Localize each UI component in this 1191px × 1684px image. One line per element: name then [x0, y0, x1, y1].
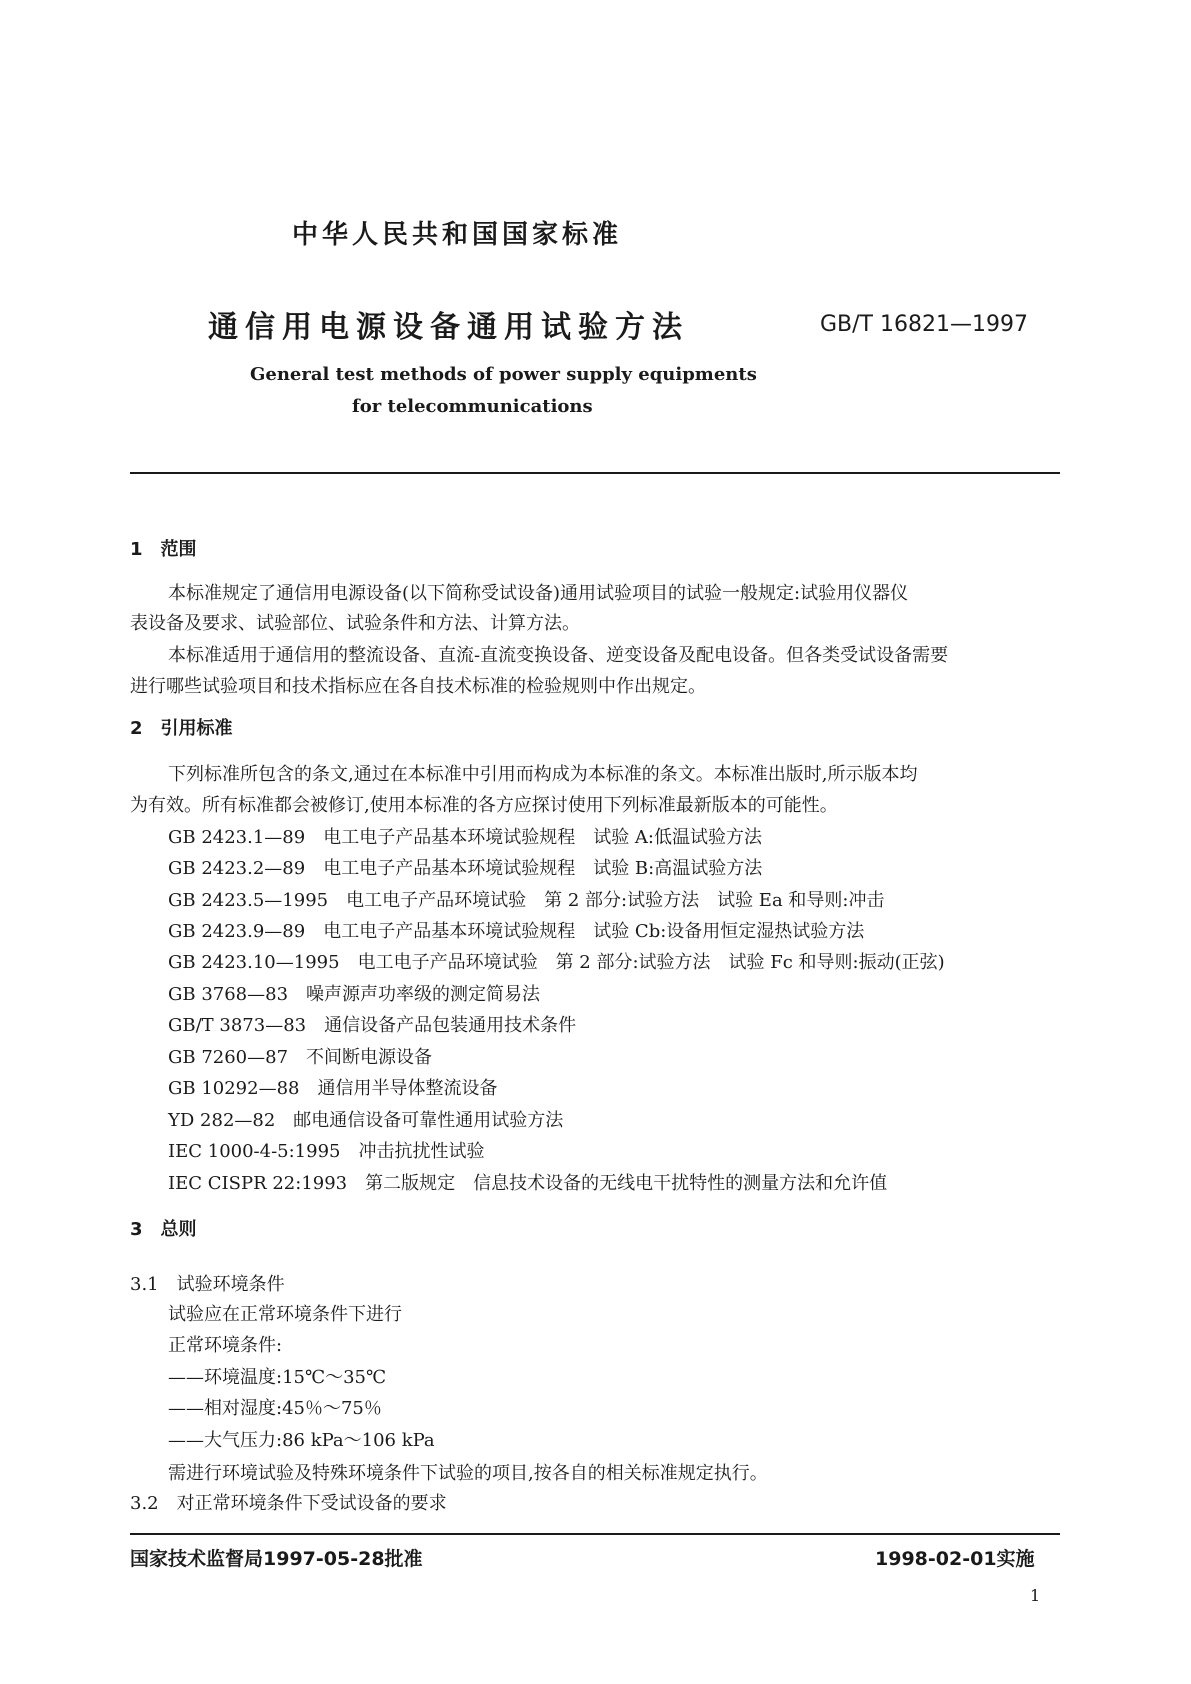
header-divider [130, 472, 1060, 474]
condition-item: ——大气压力:86 kPa～106 kPa [168, 1430, 435, 1451]
reference-item: GB 10292—88 通信用半导体整流设备 [168, 1078, 498, 1099]
section-3-1-heading: 3.1 试验环境条件 [130, 1274, 285, 1295]
reference-item: IEC 1000-4-5:1995 冲击抗扰性试验 [168, 1141, 485, 1162]
reference-item: GB 2423.1—89 电工电子产品基本环境试验规程 试验 A:低温试验方法 [168, 827, 762, 848]
reference-item: GB 3768—83 噪声源声功率级的测定简易法 [168, 984, 541, 1005]
reference-item: GB 7260—87 不间断电源设备 [168, 1047, 433, 1068]
section-2-heading: 2 引用标准 [130, 718, 233, 739]
effective-date: 1998-02-01实施 [875, 1548, 1035, 1570]
section-3-1-line-2: 正常环境条件: [168, 1335, 283, 1356]
page-number: 1 [1030, 1586, 1041, 1605]
reference-item: GB 2423.2—89 电工电子产品基本环境试验规程 试验 B:高温试验方法 [168, 858, 763, 879]
approval-line: 国家技术监督局1997-05-28批准 [130, 1548, 423, 1570]
reference-item: GB 2423.5—1995 电工电子产品环境试验 第 2 部分:试验方法 试验 Ea 和导则:冲击 [168, 890, 885, 911]
footer-divider [130, 1533, 1060, 1535]
section-3-heading: 3 总则 [130, 1219, 197, 1240]
section-1-para-1-line-2: 表设备及要求、试验部位、试验条件和方法、计算方法。 [130, 613, 580, 634]
reference-item: GB/T 3873—83 通信设备产品包装通用技术条件 [168, 1015, 577, 1036]
section-1-para-2-line-2: 进行哪些试验项目和技术指标应在各自技术标准的检验规则中作出规定。 [130, 676, 706, 697]
section-3-1-note: 需进行环境试验及特殊环境条件下试验的项目,按各自的相关标准规定执行。 [168, 1463, 768, 1484]
section-2-para-line-1: 下列标准所包含的条文,通过在本标准中引用而构成为本标准的条文。本标准出版时,所示版本均 [168, 764, 918, 785]
reference-item: GB 2423.9—89 电工电子产品基本环境试验规程 试验 Cb:设备用恒定湿热试验方法 [168, 921, 865, 942]
english-title-line-1: General test methods of power supply equipments [250, 364, 757, 385]
section-1-para-2-line-1: 本标准适用于通信用的整流设备、直流-直流变换设备、逆变设备及配电设备。但各类受试设备需要 [168, 645, 949, 666]
section-2-para-line-2: 为有效。所有标准都会被修订,使用本标准的各方应探讨使用下列标准最新版本的可能性。 [130, 795, 838, 816]
section-1-para-1-line-1: 本标准规定了通信用电源设备(以下简称受试设备)通用试验项目的试验一般规定:试验用仪器仪 [168, 583, 909, 604]
reference-item: YD 282—82 邮电通信设备可靠性通用试验方法 [168, 1110, 564, 1131]
english-title-line-2: for telecommunications [352, 396, 593, 417]
document-title: 通信用电源设备通用试验方法 [208, 310, 689, 345]
section-3-2-heading: 3.2 对正常环境条件下受试设备的要求 [130, 1493, 447, 1514]
condition-item: ——相对湿度:45％～75％ [168, 1398, 382, 1419]
standard-number: GB/T 16821—1997 [820, 312, 1028, 337]
condition-item: ——环境温度:15℃～35℃ [168, 1367, 387, 1388]
section-1-heading: 1 范围 [130, 539, 197, 560]
reference-item: GB 2423.10—1995 电工电子产品环境试验 第 2 部分:试验方法 试验 Fc 和导则:振动(正弦) [168, 952, 945, 973]
section-3-1-line-1: 试验应在正常环境条件下进行 [168, 1304, 402, 1325]
reference-item: IEC CISPR 22:1993 第二版规定 信息技术设备的无线电干扰特性的测量方法和允许值 [168, 1173, 888, 1194]
standard-title: 中华人民共和国国家标准 [292, 220, 623, 250]
